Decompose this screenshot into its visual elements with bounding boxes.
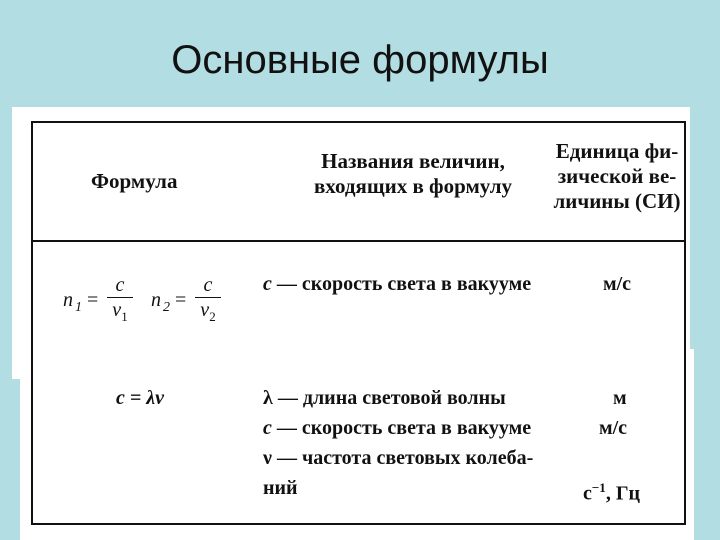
row2-unit-speed: м/с	[599, 417, 628, 439]
row1-unit: м/с	[603, 273, 632, 295]
row2-quantity-speed: c — скорость света в вакууме	[263, 417, 532, 439]
row1-quantity: c — скорость света в вакууме	[263, 273, 532, 295]
row2-quantity-wavelength: λ — длина световой волны	[263, 387, 506, 409]
header-formula: Формула	[91, 169, 178, 193]
slide-title: Основные формулы	[171, 38, 549, 82]
row2-quantity-frequency: ν — частота световых колеба-	[263, 447, 534, 469]
header-units: Единица фи- зической ве- личины (СИ)	[553, 139, 681, 213]
header-quantities: Названия величин, входящих в формулу	[313, 149, 513, 198]
header-divider	[33, 240, 684, 242]
row2-unit-meter: м	[613, 387, 627, 409]
row2-quantity-frequency-cont: ний	[263, 477, 298, 499]
formula-table: Формула Названия величин, входящих в формулу Единица фи- зической ве- личины (СИ) n 1 = $\frac{c}{v_1}$ n 2 = $\frac{c}{v_2}$ c — скорость света в вакууме м/с c = λν λ — длина световой волны c — скорость света в вакууме ν — частота световых колеба- ний м м/с $с^{-1}$, Гц	[31, 121, 686, 525]
row2-formula: c = λν	[116, 387, 165, 409]
row2-unit-frequency: $с^{-1}$, Гц	[583, 480, 641, 505]
